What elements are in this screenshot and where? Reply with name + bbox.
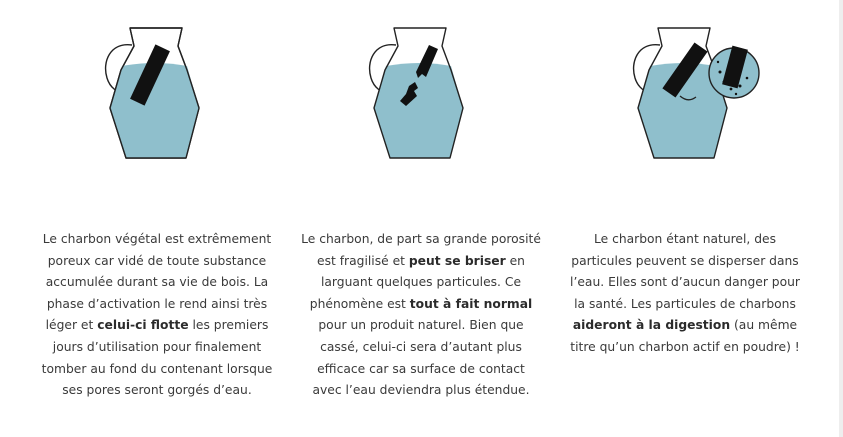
info-column-particles [560, 0, 810, 437]
info-text-1 [37, 229, 277, 402]
body-text: pour un produit naturel. Bien que cassé, celui-ci sera d’autant plus efficace car sa surface de contact avec l’eau deviendra plus étendue. [312, 318, 530, 398]
jug-magnified-particles-icon [560, 0, 810, 175]
info-column-broken [296, 0, 546, 437]
page-edge [839, 0, 843, 437]
body-text: Le charbon, de part sa grande porosité est fragilisé et [301, 232, 541, 268]
body-text: (au même titre qu’un charbon actif en poudre) ! [570, 318, 800, 354]
emphasis-text: tout à fait normal [409, 296, 533, 311]
jug-broken-charcoal-icon [296, 0, 546, 175]
emphasis-text: aideront à la digestion [572, 318, 731, 333]
body-text: en larguant quelques particules. Ce phénomène est [309, 253, 525, 311]
body-text: Le charbon végétal est extrêmement poreux car vidé de toute substance accumulée durant sa vie de bois. La phase d’activation le rend ainsi très léger et [42, 232, 272, 333]
info-column-floating [32, 0, 282, 437]
emphasis-text: peut se briser [408, 253, 506, 268]
info-text-2 [301, 229, 541, 402]
emphasis-text: celui-ci flotte [97, 318, 189, 333]
body-text: les premiers jours d’utilisation pour finalement tomber au fond du contenant lorsque ses pores seront gorgés d’eau. [41, 318, 273, 398]
info-text-3 [565, 229, 805, 359]
body-text: Le charbon étant naturel, des particules peuvent se disperser dans l’eau. Elles sont d’aucun danger pour la santé. Les particules de charbons [570, 232, 800, 311]
jug-charcoal-stick-icon [32, 0, 282, 175]
